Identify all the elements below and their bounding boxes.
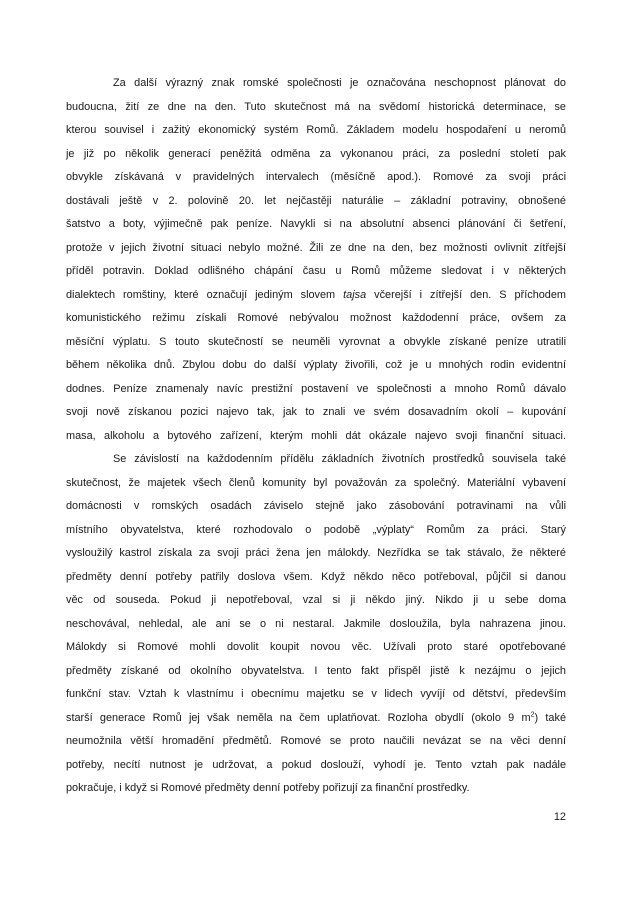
p1-line-10-end: včerejší i zítřejší den. S příchodem (366, 288, 566, 301)
p2-line-2: skutečnost, že majetek všech členů komunity byl považován za společný. Materiální vybavení (66, 476, 566, 489)
page-number: 12 (553, 811, 566, 823)
p1-line-5: obvykle získávaná v pravidelných intervalech (měsíčně apod.). Romové za svoji práci (66, 171, 566, 183)
p1-line-10 (66, 284, 566, 308)
p2-line-8: neschovával, nehledal, ale ani se o ni nestaral. Jakmile dosloužila, byla nahrazena jinou. (66, 617, 566, 630)
p1-line-8: protože v jejich životní situaci nebylo možné. Žili ze dne na den, bez možnosti ovlivnit zítřejší (66, 241, 566, 254)
p2-line-14: potřeby, necítí nutnost je udržovat, a pokud doslouží, vyhodí je. Tento vztah pak nadále (66, 758, 566, 771)
p1-line-3: kterou souvisel i zažitý ekonomický systém Romů. Základem modelu hospodaření u neromů (66, 124, 566, 136)
p1-line-2: budoucna, žití ze dne na den. Tuto skutečnost má na svědomí historická determinace, se (66, 100, 566, 113)
p2-line-15: pokračuje, i když si Romové předměty denní potřeby pořizují za finanční prostředky. (66, 782, 470, 794)
p1-line-16: masa, alkoholu a bytového zařízení, kterým mohli dát okázale najevo svoji finanční situaci. (66, 429, 566, 442)
p2-line-4: místního obyvatelstva, které rozhodovalo o podobě „výplaty“ Romům za práci. Starý (66, 523, 566, 536)
p1-line-1: Za další výrazný znak romské společnosti je označována neschopnost plánovat do (113, 77, 566, 89)
italic-word-tajsa: tajsa (343, 288, 367, 301)
p1-line-6: dostávali ještě v 2. polovině 20. let nejčastěji naturálie – základní potraviny, obnošené (66, 194, 566, 207)
p2-line-11: funkční stav. Vztah k vlastnímu i obecnímu majetku se v lidech vyvíjí od dětství, především (66, 688, 566, 700)
p2-line-13: neumožnila větší hromadění předmětů. Romové se proto naučili nevázat se na věci denní (66, 735, 566, 747)
p2-line-12-end: ) také (534, 711, 566, 724)
p1-line-14: dodnes. Peníze znamenaly navíc prestižní postavení ve společnosti a mnoho Romů dávalo (66, 382, 566, 395)
p2-line-7: věc od souseda. Pokud ji nepotřeboval, vzal si ji někdo jiný. Nikdo ji u sebe doma (66, 594, 566, 606)
p1-line-10-start: dialektech romštiny, které označují jediným slovem (66, 288, 336, 301)
p1-line-15: svoji nově získanou pozici najevo tak, jak to znali ve svém dosavadním okolí – kupování (66, 406, 566, 418)
superscript-2: 2 (530, 710, 535, 718)
p2-line-10: předměty získané od okolního obyvatelstva. I tento fakt přispěl jistě k nezájmu o jejich (66, 664, 566, 677)
p2-line-12-start: starší generace Romů jej však neměla na čem uplatňovat. Rozloha obydlí (okolo 9 m (66, 711, 531, 724)
p2-line-1: Se závislostí na každodenním přídělu základních životních prostředků souvisela také (113, 453, 566, 465)
p1-line-7: šatstvo a boty, výjimečně pak peníze. Navykli si na absolutní absenci plánování či šetření, (66, 218, 566, 230)
p2-line-12 (66, 707, 566, 731)
p1-line-9: příděl potravin. Doklad odlišného chápání času u Romů můžeme sledovat i v některých (66, 265, 566, 277)
p2-line-9: Málokdy si Romové mohli dovolit koupit novou věc. Užívali proto staré opotřebované (66, 641, 566, 653)
p2-line-5: vysloužilý kastrol získala za svoji práci žena jen málokdy. Nezřídka se tak stávalo, že některé (66, 547, 566, 559)
body-text (66, 72, 566, 801)
p1-line-13: během několika dnů. Zbylou dobu do další výplaty živořili, což je u mnohých rodin evidentní (66, 359, 566, 371)
p2-line-6: předměty denní potřeby patřily doslova všem. Když někdo něco potřeboval, půjčil si danou (66, 570, 566, 583)
p1-line-11: komunistického režimu získali Romové nebývalou možnost každodenní práce, ovšem za (66, 312, 566, 324)
p1-line-4: je již po několik generací peněžitá odměna za vykonanou práci, za poslední století pak (66, 147, 566, 160)
p1-line-12: měsíční výplatu. S touto skutečností se neuměli vyrovnat a obvykle získané peníze utratili (66, 335, 566, 348)
p2-line-3: domácnosti v romských osadách záviselo stejně jako zásobování potravinami na vůli (66, 500, 566, 512)
